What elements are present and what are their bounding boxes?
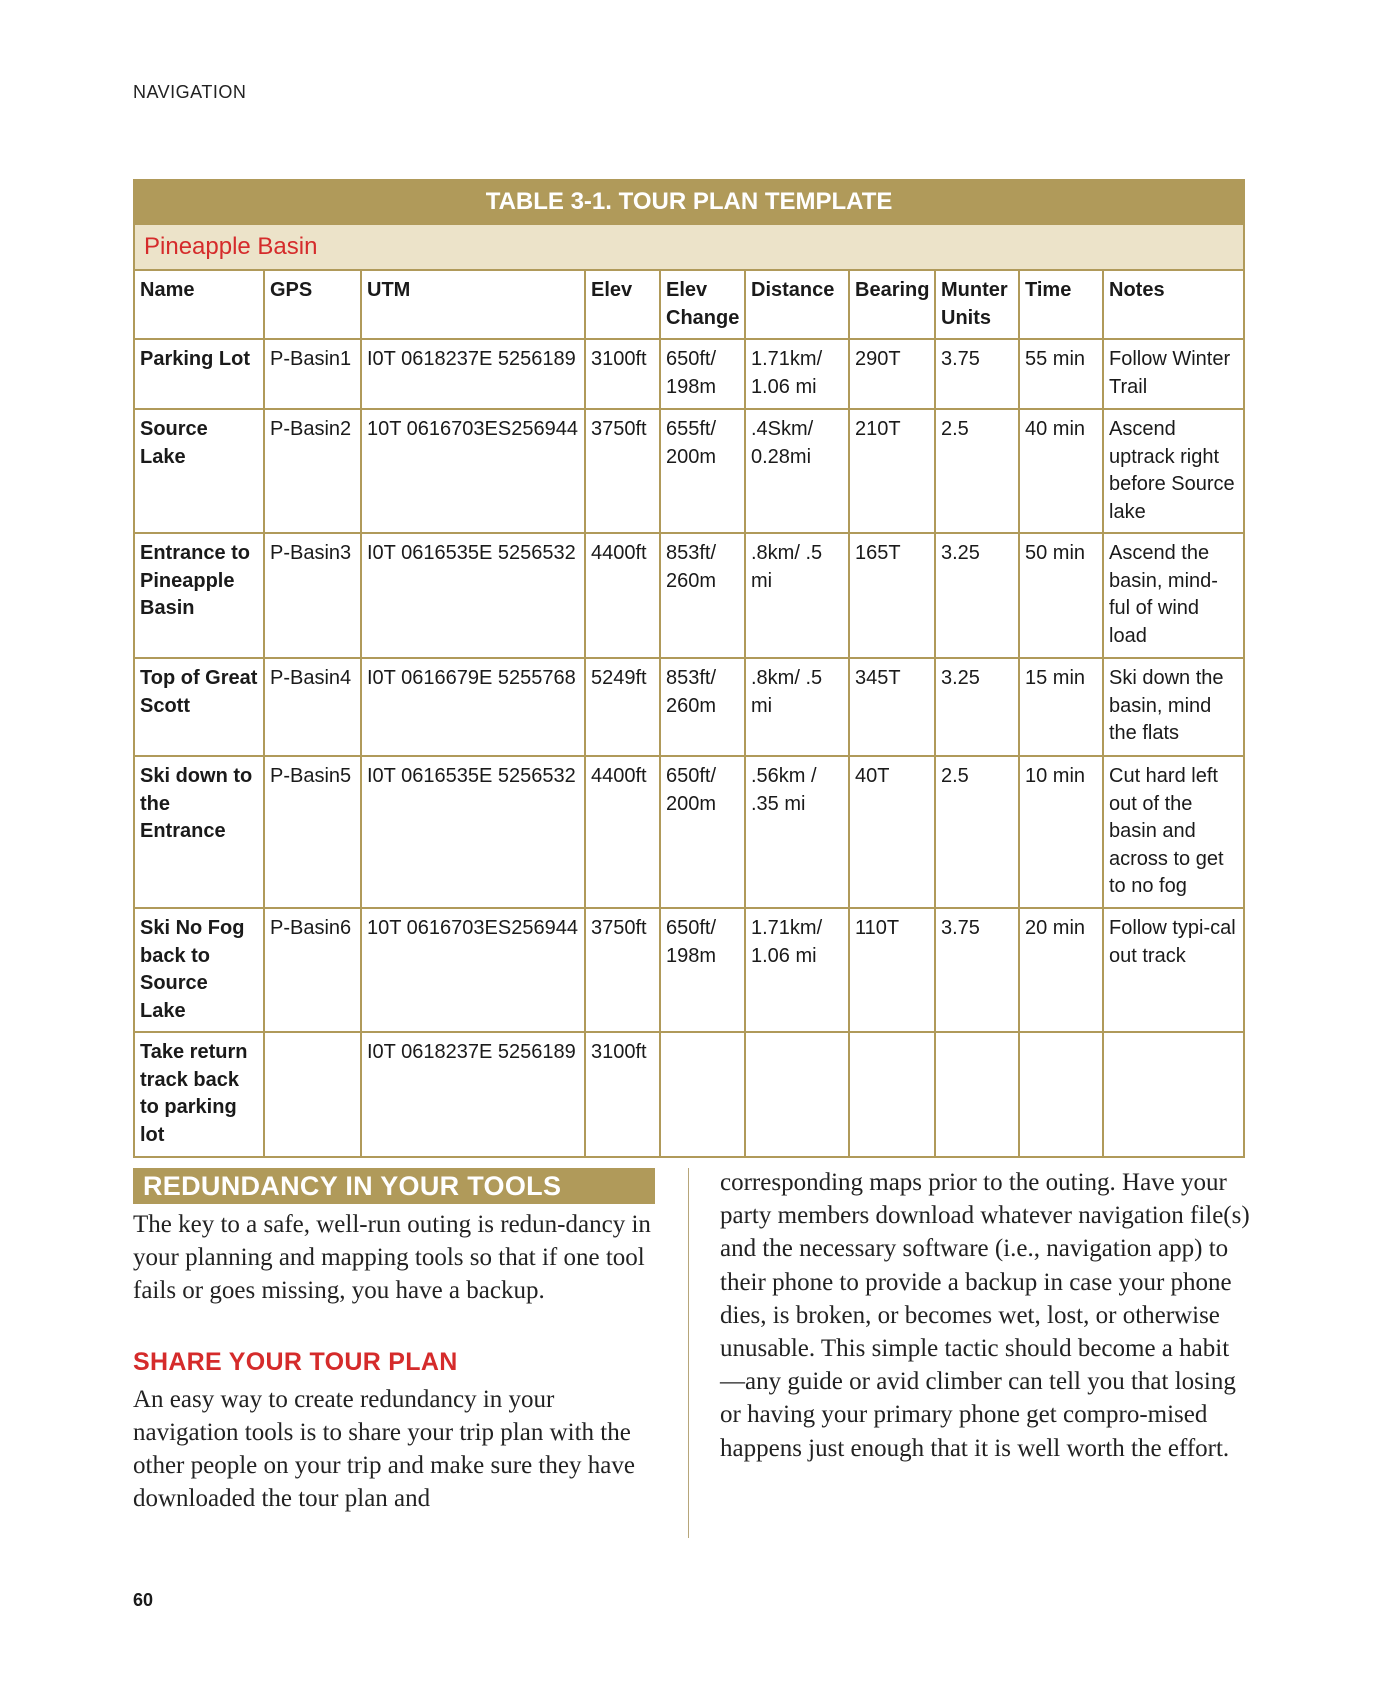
cell-bearing: 210T: [849, 409, 935, 533]
cell-distance: 1.71km/ 1.06 mi: [745, 908, 849, 1032]
table-row: [134, 756, 1244, 908]
cell-notes: Follow typi-cal out track: [1103, 908, 1244, 1032]
section-heading-redundancy: REDUNDANCY IN YOUR TOOLS: [133, 1168, 655, 1204]
cell-distance: .8km/ .5 mi: [745, 658, 849, 756]
cell-notes: [1103, 1032, 1244, 1157]
tour-plan-table: [133, 179, 1245, 1158]
cell-elev-change: 650ft/ 198m: [660, 339, 745, 409]
table-row: [134, 409, 1244, 533]
cell-elev-change: [660, 1032, 745, 1157]
column-header-elev: Elev: [585, 270, 660, 339]
cell-time: 50 min: [1019, 533, 1103, 658]
table-section-name: Pineapple Basin: [134, 224, 1244, 270]
cell-time: 15 min: [1019, 658, 1103, 756]
cell-name: Top of Great Scott: [134, 658, 264, 756]
column-header-bearing: Bearing: [849, 270, 935, 339]
table-row: [134, 1032, 1244, 1157]
cell-time: 10 min: [1019, 756, 1103, 908]
cell-name: Source Lake: [134, 409, 264, 533]
cell-distance: .4Skm/ 0.28mi: [745, 409, 849, 533]
cell-utm: I0T 0616535E 5256532: [361, 756, 585, 908]
cell-munter-units: 3.75: [935, 339, 1019, 409]
column-header-munter-units: Munter Units: [935, 270, 1019, 339]
cell-bearing: 165T: [849, 533, 935, 658]
cell-utm: 10T 0616703ES256944: [361, 409, 585, 533]
share-plan-paragraph-continued: corresponding maps prior to the outing. Have your party members download whatever navigation file(s) and the necessary software (i.e., navigation app) to their phone to provide a backup in case your phone dies, is broken, or becomes wet, lost, or otherwise unusable. This simple tactic should become a habit—any guide or avid climber can tell you that losing or having your primary phone get compro-mised happens just enough that it is well worth the effort.: [720, 1169, 1250, 1462]
cell-bearing: [849, 1032, 935, 1157]
cell-elev: 3750ft: [585, 409, 660, 533]
cell-munter-units: 3.25: [935, 533, 1019, 658]
cell-name: Ski No Fog back to Source Lake: [134, 908, 264, 1032]
column-header-notes: Notes: [1103, 270, 1244, 339]
column-divider: [688, 1168, 689, 1538]
cell-time: 40 min: [1019, 409, 1103, 533]
column-header-gps: GPS: [264, 270, 361, 339]
column-header-distance: Distance: [745, 270, 849, 339]
cell-distance: [745, 1032, 849, 1157]
cell-elev: 5249ft: [585, 658, 660, 756]
right-text-column: [720, 1168, 1250, 1465]
table-title: TABLE 3-1. TOUR PLAN TEMPLATE: [134, 180, 1244, 224]
cell-elev: 4400ft: [585, 533, 660, 658]
cell-gps: P-Basin2: [264, 409, 361, 533]
cell-utm: I0T 0618237E 5256189: [361, 339, 585, 409]
cell-gps: P-Basin1: [264, 339, 361, 409]
cell-name: Ski down to the Entrance: [134, 756, 264, 908]
cell-notes: Ascend the basin, mind-ful of wind load: [1103, 533, 1244, 658]
cell-distance: 1.71km/ 1.06 mi: [745, 339, 849, 409]
cell-elev: 3100ft: [585, 1032, 660, 1157]
cell-elev-change: 655ft/ 200m: [660, 409, 745, 533]
cell-gps: P-Basin5: [264, 756, 361, 908]
cell-distance: .56km / .35 mi: [745, 756, 849, 908]
table-row: [134, 339, 1244, 409]
cell-notes: Follow Winter Trail: [1103, 339, 1244, 409]
cell-name: Parking Lot: [134, 339, 264, 409]
cell-elev: 3100ft: [585, 339, 660, 409]
cell-elev: 3750ft: [585, 908, 660, 1032]
cell-gps: P-Basin4: [264, 658, 361, 756]
cell-elev-change: 650ft/ 200m: [660, 756, 745, 908]
cell-elev-change: 650ft/ 198m: [660, 908, 745, 1032]
cell-bearing: 290T: [849, 339, 935, 409]
cell-utm: I0T 0616679E 5255768: [361, 658, 585, 756]
cell-utm: 10T 0616703ES256944: [361, 908, 585, 1032]
cell-elev-change: 853ft/ 260m: [660, 658, 745, 756]
redundancy-paragraph: The key to a safe, well-run outing is redun-dancy in your planning and mapping tools so that if one tool fails or goes missing, you have a backup.: [133, 1211, 651, 1305]
column-header-utm: UTM: [361, 270, 585, 339]
cell-elev: 4400ft: [585, 756, 660, 908]
cell-notes: Cut hard left out of the basin and across to get to no fog: [1103, 756, 1244, 908]
cell-name: Take return track back to parking lot: [134, 1032, 264, 1157]
table-header-row: [134, 270, 1244, 339]
subheading-share-tour-plan: SHARE YOUR TOUR PLAN: [133, 1347, 458, 1376]
cell-utm: I0T 0616535E 5256532: [361, 533, 585, 658]
cell-gps: [264, 1032, 361, 1157]
cell-notes: Ski down the basin, mind the flats: [1103, 658, 1244, 756]
column-header-time: Time: [1019, 270, 1103, 339]
cell-time: 55 min: [1019, 339, 1103, 409]
cell-bearing: 110T: [849, 908, 935, 1032]
cell-bearing: 345T: [849, 658, 935, 756]
cell-notes: Ascend uptrack right before Source lake: [1103, 409, 1244, 533]
cell-time: [1019, 1032, 1103, 1157]
cell-munter-units: 3.75: [935, 908, 1019, 1032]
table-row: [134, 658, 1244, 756]
cell-munter-units: [935, 1032, 1019, 1157]
cell-munter-units: 2.5: [935, 756, 1019, 908]
cell-distance: .8km/ .5 mi: [745, 533, 849, 658]
cell-utm: I0T 0618237E 5256189: [361, 1032, 585, 1157]
page-number: 60: [133, 1590, 154, 1610]
table-row: [134, 908, 1244, 1032]
table-row: [134, 533, 1244, 658]
column-header-name: Name: [134, 270, 264, 339]
left-text-column: [133, 1168, 655, 1515]
share-plan-paragraph-start: An easy way to create redundancy in your navigation tools is to share your trip plan with the other people on your trip and make sure they have downloaded the tour plan and: [133, 1385, 635, 1513]
cell-time: 20 min: [1019, 908, 1103, 1032]
cell-munter-units: 3.25: [935, 658, 1019, 756]
cell-elev-change: 853ft/ 260m: [660, 533, 745, 658]
cell-bearing: 40T: [849, 756, 935, 908]
cell-gps: P-Basin6: [264, 908, 361, 1032]
cell-munter-units: 2.5: [935, 409, 1019, 533]
cell-gps: P-Basin3: [264, 533, 361, 658]
running-head: NAVIGATION: [133, 82, 247, 102]
cell-name: Entrance to Pineapple Basin: [134, 533, 264, 658]
column-header-elev-change: Elev Change: [660, 270, 745, 339]
